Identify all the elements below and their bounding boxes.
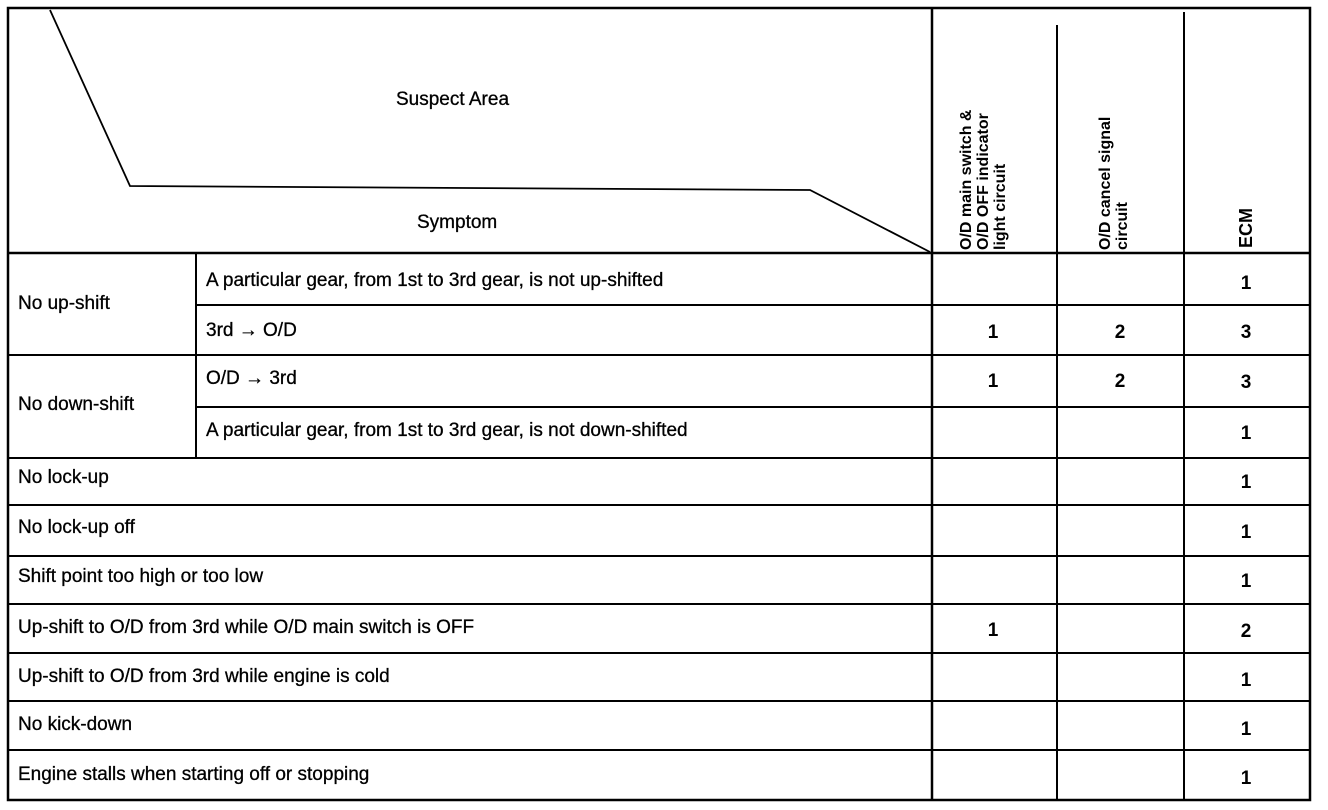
column-header-line: ECM bbox=[1236, 208, 1256, 248]
value-cell: 1 bbox=[1240, 670, 1252, 691]
suspect-area-label: Suspect Area bbox=[396, 89, 510, 110]
value-cell: 1 bbox=[1240, 273, 1252, 294]
value-cell: 1 bbox=[987, 322, 999, 343]
symptom-label: Symptom bbox=[417, 212, 498, 233]
value-cell: 2 bbox=[1114, 371, 1126, 392]
value-cell: 1 bbox=[1240, 719, 1252, 740]
column-header-od-main-switch bbox=[958, 110, 1009, 250]
symptom-cell: O/D → 3rd bbox=[206, 368, 297, 389]
symptom-cell: Up-shift to O/D from 3rd while O/D main switch is OFF bbox=[18, 617, 475, 638]
column-header-line: O/D OFF indicator bbox=[975, 113, 992, 250]
value-cell: 3 bbox=[1240, 372, 1252, 393]
column-header-line: circuit bbox=[1114, 201, 1131, 250]
symptom-cell: 3rd → O/D bbox=[206, 320, 297, 341]
group-label-no-up-shift: No up-shift bbox=[18, 293, 110, 314]
symptom-cell: A particular gear, from 1st to 3rd gear, is not down-shifted bbox=[206, 420, 688, 441]
symptom-cell: No kick-down bbox=[18, 714, 133, 735]
value-cell: 1 bbox=[1240, 768, 1252, 789]
symptom-cell: Up-shift to O/D from 3rd while engine is cold bbox=[18, 666, 390, 687]
column-header-line: light circuit bbox=[992, 163, 1009, 250]
group-label-no-down-shift: No down-shift bbox=[18, 394, 135, 415]
value-cell: 2 bbox=[1114, 322, 1126, 343]
column-header-ecm bbox=[1238, 208, 1255, 248]
column-header-od-cancel-signal bbox=[1097, 117, 1131, 250]
symptom-cell: Engine stalls when starting off or stopping bbox=[18, 764, 370, 785]
column-header-line: O/D cancel signal bbox=[1097, 116, 1114, 250]
value-cell: 1 bbox=[1240, 472, 1252, 493]
symptom-cell: Shift point too high or too low bbox=[18, 566, 264, 587]
value-cell: 3 bbox=[1240, 322, 1252, 343]
value-cell: 1 bbox=[987, 371, 999, 392]
column-header-line: O/D main switch & bbox=[958, 109, 975, 250]
symptom-cell: No lock-up off bbox=[18, 517, 135, 538]
value-cell: 1 bbox=[987, 620, 999, 641]
value-cell: 2 bbox=[1240, 621, 1252, 642]
value-cell: 1 bbox=[1240, 423, 1252, 444]
symptom-cell: A particular gear, from 1st to 3rd gear, is not up-shifted bbox=[206, 270, 664, 291]
symptom-cell: No lock-up bbox=[18, 467, 109, 488]
value-cell: 1 bbox=[1240, 522, 1252, 543]
value-cell: 1 bbox=[1240, 571, 1252, 592]
